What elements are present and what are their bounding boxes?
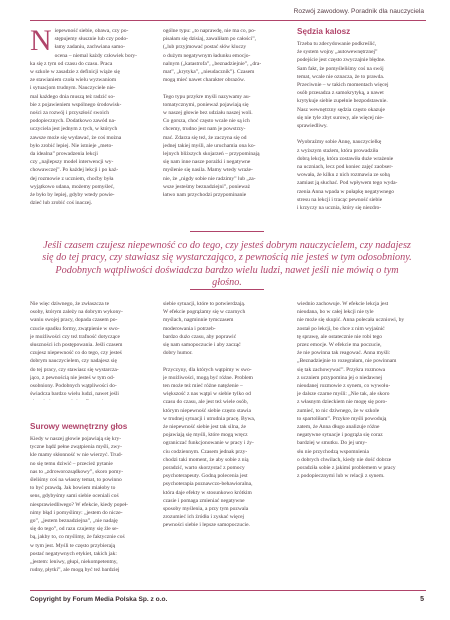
paragraph-automatic-thoughts: ogólne typu: „to naprawdę, nie ma co, po- pisałam się dzisiaj, zawaliłam po całości”, („lub przyjmować postać słów kluczy o dużym negatywnym ładunku emocjo- nalnym („katastrofa”, „beznadziejnie”, „dra- mat”, „krytyka”, „nieudacznik”). Czasem mogą mieć nawet charakter obrazów. Tego typu przykre myśli nazywamy au- tomatycznymi, ponieważ pojawiają się w naszej głowie bez udziału naszej woli. Co gorsza, choć często wcale nie są ich chcemy, trudno jest nam je powstrzy- mać. Zdarza się też, że zaczyna się od jednej takiej myśli, ale uruchamia ona ko- lejnych bliższych skojarzeń – przypominają się nam inne nasze porażki i negatywne myślenie się nasila. Mamy wtedy wraże- nie, że „nigdy sobie nie radzimy” lub „za- wsze jesteśmy beznadziejni”, ponieważ łatwo nam przychodzi przypominanie (163, 28, 262, 199)
article-column-2-top (163, 27, 285, 227)
pullquote-rule-top (190, 231, 264, 232)
page-number: 5 (420, 596, 424, 603)
article-column-1-middle (30, 300, 152, 400)
paragraph-causes: siebie sytuacji, które to potwierdzają. W efekcie pogrążamy się w czarnych myślach, nagminnie tymczasem moderowania i potrzeb- bardzo dużo czasu, aby poprawić się nam samopoczucie i aby zacząć dobry humor. Przyczyny, dla których wątpimy w swo- je możliwości, mogą być różne. Problem ten może też mieć różne natężenie – większość z nas wątpi w siebie tylko od czasu do czasu, ale jest też wiele osób, którym niepewność siebie często stawia w trudnej sytuacji i utrudnia pracę. Bywa, że niepewność siebie jest tak silna, że pojawiają się myśli, które mogą wręcz ograniczać funkcjonowanie w pracy i ży- ciu codziennym. Czasem jednak przy- chodzi taki moment, że aby sobie z nią poradzić, warto skorzystać z pomocy psychoterapeuty. Godną polecenia jest psychoterapia poznawczo-behawioralna, która daje efekty w stosunkowo krótkim czasie i pomaga zmieniać negatywne sposoby myślenia, a przy tym pozwala zrozumieć ich źródła i zyskać więcej pewności siebie i lepsze samopoczucie. (163, 301, 256, 529)
pullquote: Jeśli czasem czujesz niepewność co do tego, czy jesteś dobrym nauczycielem, czy nadajesz się do tej pracy, czy stawiasz się wystarczająco, z pewnością nie jesteś w tym odosobniony. Podobnych wątpliwości doświadcza bardzo wielu ludzi, nawet jeśli nie mówią o tym głośno. (42, 240, 412, 289)
footer-rule (30, 590, 426, 591)
article-column-1-top (30, 27, 152, 227)
pullquote-rule-bottom (190, 289, 264, 290)
article-column-2-bottom (163, 300, 285, 582)
copyright-notice: Copyright by Forum Media Polska Sp. z o.o. (30, 596, 168, 603)
paragraph-doubts: Nie więc dziwnego, że zwłaszcza te osoby, którym zależy na dobrym wykony- waniu swojej pracy, dopada czasem po- czucie spadku formy, zwątpienie w swo- je możliwości czy też trafność dotyczące słuszności ich postępowania. Jeśli czasem czujesz niepewność co do tego, czy jesteś dobrym nauczycielem, czy nadajesz się do tej pracy, czy stawiasz się wystarcza- jąco, z pewnością nie jesteś w tym od- osobniony. Podobnych wątpliwości do- świadcza bardzo wielu ludzi, nawet jeśli (30, 301, 123, 398)
running-header: Rozwój zawodowy. Poradnik dla nauczyciela (293, 8, 424, 15)
section-heading-sedzia-kalosz: Sędzia kalosz (297, 27, 351, 36)
section-heading-surowy-glos: Surowy wewnętrzny głos (30, 422, 128, 431)
paragraph-critical-voice: Kiedy w naszej głowie pojawiają się kry- tyczne bądź pełne zwątpienia myśli, zwy- kle mamy skłonność w nie wierzyć. Trud- no się temu dziwić – przecież pytanie nas to „zdroworozsądkowy”, skoro pomy- śleliśmy coś na własny temat, to powinno to być prawdą. Jak bowiem miałoby to sens, gdybyśmy sami siebie oceniali coś niesprawiedliwego? W efekcie, kiedy popeł- nimy błąd i pomyślimy: „jestem do nicze- go”, „jestem beznadziejna”, „nie nadaję się do tego”, od razu czujemy się źle se- bą, jakby to, co myślimy, że faktycznie coś w tym jest. Myśli te często przybierają postać negatywnych etykiet, takich jak: „jestem: leniwy, głupi, niekompetentny, rudny, płytki”, ale mogą być też bardziej (30, 436, 128, 574)
paragraph-anna-example: wiednio zachowuje. W efekcie lekcja jest nieudana, bo w całej lekcji nie tyle nie może się skupić. Anna polecała uczniowi, by został po lekcji, bo chce z nim wyjaśnić tę sprawę, ale ostatecznie nie robi tego przez emocje. W efekcie ma poczucie, że nie powinna tak reagować. Anna myśli: „Beznadziejnie to rozegrałam, nie powinnam się tak zachowywać”. Przykra rozmowa z uczniem przypomina jej o niedawnej nieudanej rozmowie z synem, co wywołu- je dalsze czarne myśli: „Nie tak, ale skoro z własnym dzieckiem nie mogę się poro- zumieć, to nic dziwnego, że w szkole to spartoliłam”. Przykre myśli powodują zatem, że Anna długo analizuje różne negatywne sytuacje i pogrąża się coraz bardziej w smutku. Do jej umy- słu nie przychodzą wspomnienia o dobrych chwilach, kiedy nie dość dobrze poradziła sobie z jakimś problemem w pracy z podopiecznymi lub w relacji z synem. (297, 301, 405, 480)
paragraph-inner-judge: Trzeba tu zdecydowanie podkreślić, że system wojny „autowewnętrznej” podejście jest często zwyczajnie błędne. Sam fakt, że pomyśleliśmy coś na swój temat, wcale nie oznacza, że to prawda. Przeciwnie – w takich momentach więcej osób przesadza z samokrytyką, a nawet krytykuje siebie zupełnie bezpodstawnie. Nasz wewnętrzny sędzia często okazuje się nie tyle zbyt surowy, ale więcej nie- sprawiedliwy. Wyobraźmy sobie Annę, nauczycielkę z wyższym stażem, która prowadziła dobrą lekcję, która zostawiła duże wrażenie na uczniach, lecz pod koniec zajęć zaobser- wowała, że kilku z nich rozmawia ze sobą zamiast ją słuchać. Pod wpływem tego wyda- rzenia Anna wpada w pułapkę negatywnego stresu na lekcji i tracąc pewność siebie i krzyczy na ucznia, który się niezdro- (297, 41, 398, 212)
article-column-3-top (297, 40, 423, 227)
drop-cap: N (30, 27, 52, 57)
header-rule (30, 20, 426, 21)
article-column-1-bottom (30, 435, 152, 582)
intro-paragraph: iepewność siebie, obawa, czy po- stępujemy słusznie lub czy podo- łamy zadaniu, zachwiana samo- ocena – niemal każdy człowiek bory- ka się z tym od czasu do czasu. Praca w szkole w zasadzie z definicji wiąże się ze stawianiem czoła wielu wyzwaniom i sytuacjom trudnym. Nauczyciele nie- mal każdego dnia muszą też radzić so- bie z pojawieniem wspólnego środowisk- ności za rozwój i przyszłość swoich podopiecznych. Dodatkowo zawód na- uczyciela jest jednym z tych, w których zawsze może się wydawać, że coś można było zrobić lepiej. Nie istnieje „meto- da idealna” prowadzenia lekcji czy „najlepszy model interwencji wy- chowawczej”. Po każdej lekcji i po każ- dej rozmowie z uczniem, choćby była wyjątkowo udana, możemy pomyśleć, że było by lepiej, gdyby wtedy powie- dzieć lub zrobić coś inaczej. (30, 28, 137, 207)
article-column-3-bottom (297, 300, 423, 582)
